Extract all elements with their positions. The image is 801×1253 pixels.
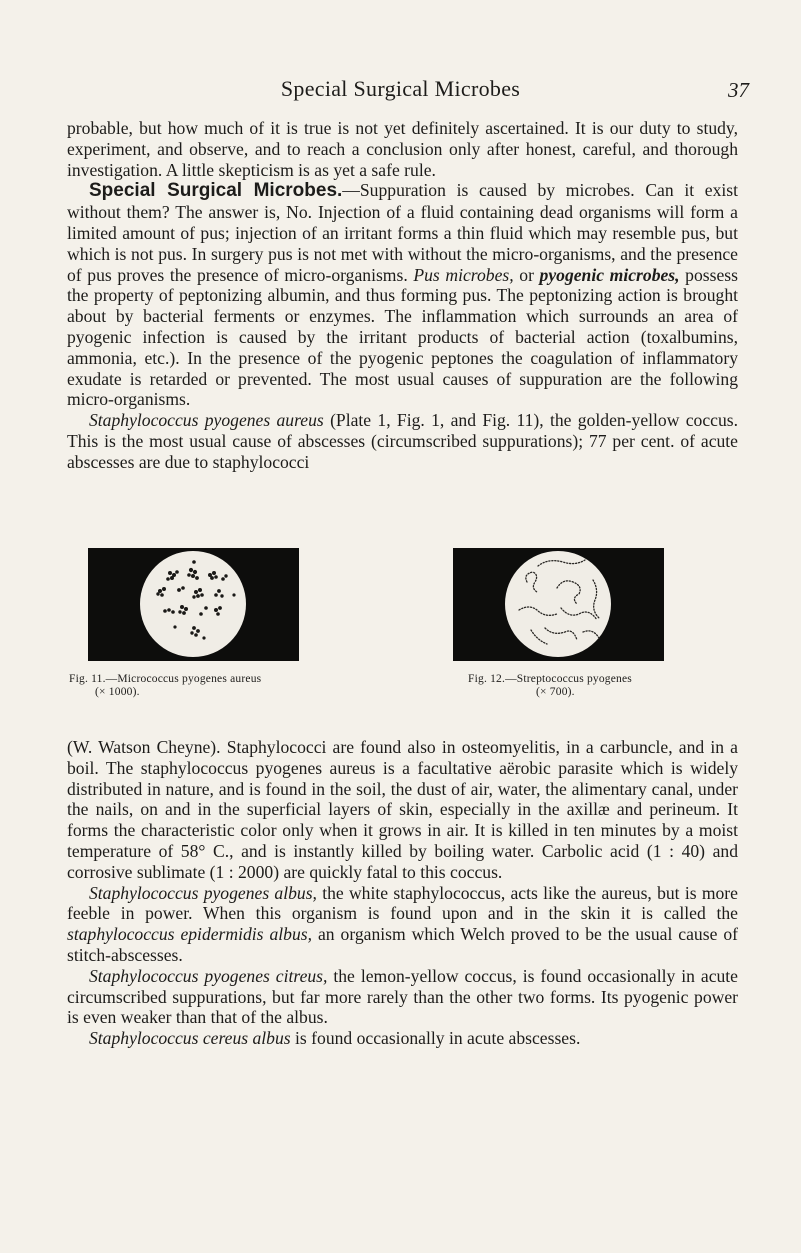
page-header [0,76,801,100]
paragraph-text: possess the property of peptonizing albumin, and thus forming pus. The peptonizing action is brought about by bacterial ferments or enzymes. The inflammation which surrounds an area of pyogenic infection is caused by the irritant products of bacterial action (toxalbumins, ammonia, etc.). In the presence of the pyogenic peptones the coagulation of inflammatory exudate is retarded or prevented. The most usual causes of suppuration are the following micro-organisms. [67,264,738,410]
section-heading: Special Surgical Microbes. [89,180,343,202]
italic-term: staphylococcus epidermidis albus, [67,924,312,945]
italic-term: Staphylococcus pyogenes albus, [89,882,317,903]
caption-line: Fig. 12.—Streptococcus pyogenes [468,673,632,685]
streptococcus-micrograph [453,548,664,661]
caption-line: Fig. 11.—Micrococcus pyogenes aureus [69,673,262,685]
paragraph-text: (W. Watson Cheyne). Staphylococci are found also in osteomyelitis, in a carbuncle, and in a boil. The staphylococcus pyogenes aureus is a facultative aërobic parasite which is widely distributed in nature, and is found in the soil, the dust of air, water, the alimentary canal, under the nails, on and in the superficial layers of skin, especially in the axillæ and perineum. It forms the characteristic color only when it grows in air. It is killed in ten minutes by a moist temperature of 58° C., and is instantly killed by boiling water. Carbolic acid (1 : 40) and corrosive sublimate (1 : 2000) are quickly fatal to this coccus. [67,737,738,882]
paragraph-text: an organism which Welch proved to be the usual cause of stitch-abscesses. [67,924,738,965]
paragraph-continuation [67,118,738,180]
running-head: Special Surgical Microbes [280,76,521,101]
paragraph-text: or [519,264,534,285]
paragraph-albus [67,883,738,966]
paragraph-special-surgical-microbes [67,180,738,410]
bold-italic-term: pyogenic microbes, [539,264,680,285]
top-text-block [67,118,738,473]
caption-magnification: (× 700). [536,686,575,698]
paragraph-text: the lemon-yellow coccus, is found occasionally in acute circumscribed suppurations, but far more rarely than the other two forms. Its pyogenic power is even weaker than that of the albus. [67,965,738,1028]
paragraph-text: —Suppuration is caused by microbes. Can it exist without them? The answer is, No. Injection of a fluid containing dead organisms will form a limited amount of pus; injection of an irritant forms a thin fluid which may resemble pus, but which is not pus. In surgery pus is not met with without the micro-organisms, and the presence of pus proves the presence of micro-organisms. [67,180,738,285]
italic-term: Staphylococcus pyogenes citreus, [89,965,328,986]
paragraph-text: is found occasionally in acute abscesses. [295,1028,581,1049]
figure-12-caption [468,673,632,699]
figure-12 [453,548,664,698]
italic-term: Staphylococcus pyogenes aureus [89,410,324,431]
paragraph-text: the white staphylococcus, acts like the aureus, but is more feeble in power. When this organism is found upon and in the skin it is called the [67,882,738,924]
micrococcus-micrograph [88,548,299,661]
figure-11 [69,548,299,698]
page-number: 37 [728,78,749,102]
italic-term: Staphylococcus cereus albus [89,1028,291,1049]
italic-term: Pus microbes, [413,264,514,285]
paragraph-text: (Plate 1, Fig. 1, and Fig. 11), the golden-yellow coccus. This is the most usual cause of abscesses (circumscribed suppurations); 77 per cent. of acute abscesses are due to staphylococci [67,410,738,472]
paragraph-aureus [67,410,738,472]
paragraph-continuation [67,737,738,883]
paragraph-text: probable, but how much of it is true is not yet definitely ascertained. It is our duty to study, experiment, and observe, and to reach a conclusion only after honest, careful, and thorough investigation. A little skepticism is as yet a safe rule. [67,118,738,180]
figure-11-caption [69,673,261,699]
paragraph-cereus-albus [67,1028,738,1049]
bottom-text-block [67,737,738,1049]
caption-magnification: (× 1000). [95,686,140,698]
figures-row [67,548,738,698]
paragraph-citreus [67,966,738,1028]
